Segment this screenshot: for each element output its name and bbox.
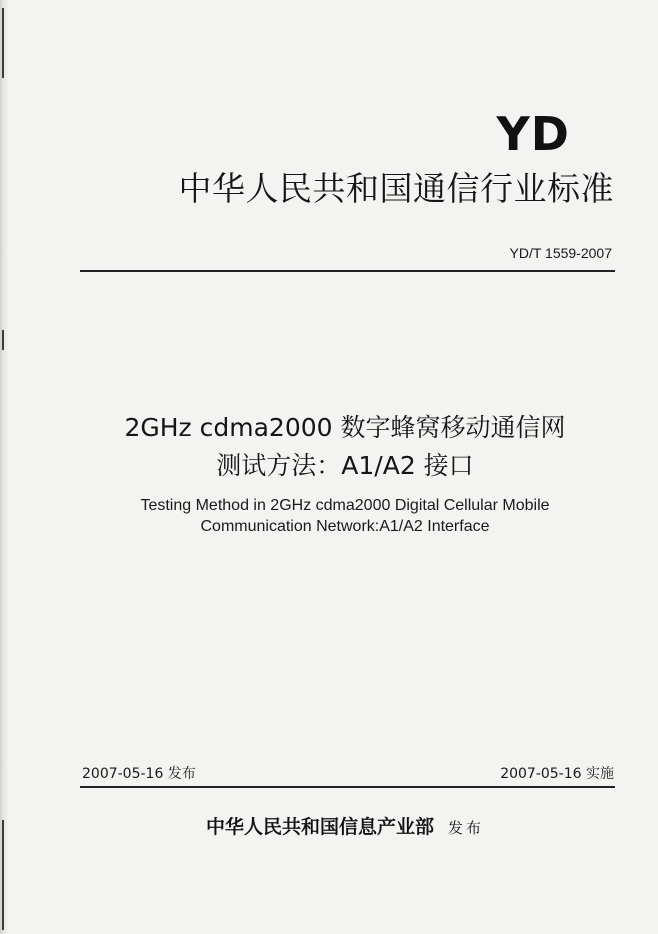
implementation-date: 2007-05-16 实施 xyxy=(500,766,614,782)
scan-edge xyxy=(0,0,9,934)
document-title-zh-line1: 2GHz cdma2000 数字蜂窝移动通信网 xyxy=(124,413,566,442)
publisher-name: 中华人民共和国信息产业部 xyxy=(205,816,434,838)
publisher-line xyxy=(60,814,630,841)
document-title-en-line1: Testing Method in 2GHz cdma2000 Digital Cellular Mobile xyxy=(140,497,550,514)
scan-mark xyxy=(2,330,4,350)
document-title-zh-line2: 测试方法：A1/A2 接口 xyxy=(216,451,474,480)
standard-category-title: 中华人民共和国通信行业标准 xyxy=(178,169,614,208)
standard-number: YD/T 1559-2007 xyxy=(509,245,612,261)
footer-rule xyxy=(80,786,615,788)
scan-mark xyxy=(2,820,4,930)
document-title-en-line2: Communication Network:A1/A2 Interface xyxy=(200,518,490,535)
yd-logo: YD xyxy=(496,107,570,161)
publisher-suffix: 发布 xyxy=(448,819,485,837)
scan-mark xyxy=(2,8,4,78)
release-date: 2007-05-16 发布 xyxy=(82,766,196,782)
header-rule xyxy=(80,270,615,272)
